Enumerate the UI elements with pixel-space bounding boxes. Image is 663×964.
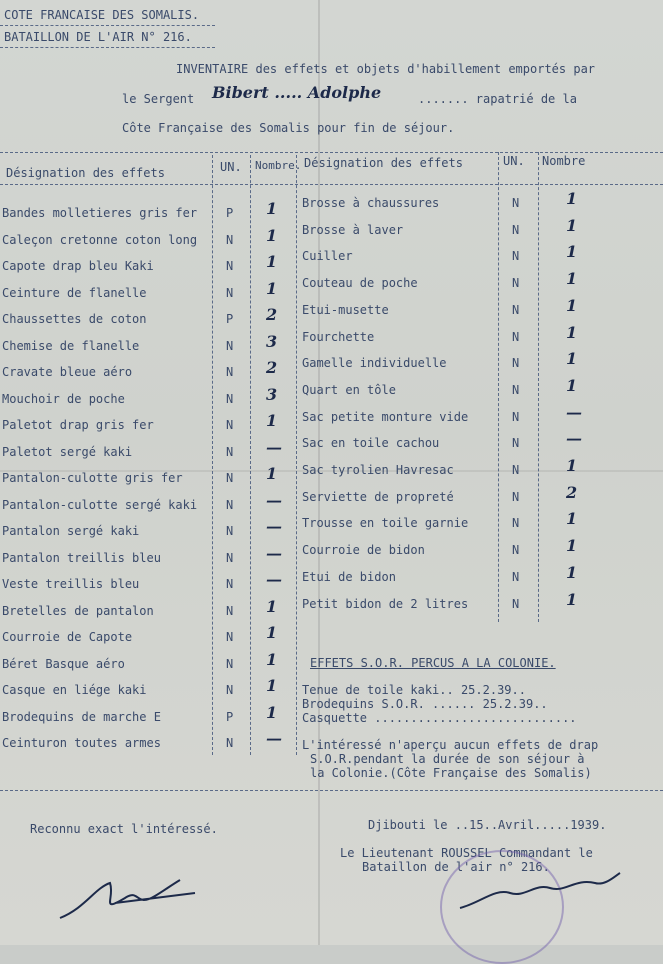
unit-code: N (226, 656, 234, 671)
quantity: — (266, 543, 282, 563)
item-name: Paletot drap gris fer (2, 418, 154, 432)
unit-code: N (512, 409, 520, 424)
unit-code: N (512, 436, 520, 451)
unit-code: N (226, 391, 234, 406)
item-name: Etui-musette (302, 302, 389, 317)
unit-code: N (512, 569, 520, 584)
quantity: 1 (266, 596, 278, 616)
unit-code: N (512, 463, 520, 477)
quantity: 2 (566, 482, 578, 502)
item-name: Gamelle individuelle (302, 356, 447, 371)
quantity: 1 (566, 349, 578, 369)
item-name: Courroie de bidon (302, 543, 425, 558)
quantity: 1 (566, 536, 578, 556)
item-name: Pantalon-culotte sergé kaki (2, 497, 198, 512)
quantity: — (566, 402, 582, 422)
column-separator (250, 155, 251, 755)
quantity: 1 (566, 509, 578, 529)
item-name: Pantalon sergé kaki (2, 524, 140, 538)
header-rule (0, 25, 215, 26)
place-date: Djibouti le ..15..Avril.....1939. (368, 818, 607, 832)
sor-section-title: EFFETS S.O.R. PERCUS A LA COLONIE. (310, 656, 556, 670)
right-col-header-un: UN. (503, 154, 525, 168)
signature-soldier (55, 868, 205, 928)
item-name: Pantalon-culotte gris fer (2, 471, 183, 485)
item-name: Petit bidon de 2 litres (302, 596, 469, 611)
unit-code: P (226, 709, 234, 724)
item-name: Quart en tôle (302, 382, 396, 397)
unit-code: N (226, 683, 234, 697)
item-name: Ceinture de flanelle (2, 285, 147, 300)
item-name: Bretelles de pantalon (2, 603, 154, 618)
unit-code: N (226, 577, 234, 591)
unit-code: N (512, 222, 520, 237)
title-line-3: Côte Française des Somalis pour fin de séjour. (122, 121, 455, 135)
unit-code: N (512, 596, 520, 611)
quantity: 1 (566, 269, 578, 289)
quantity: — (266, 517, 282, 536)
table-top-rule (0, 152, 663, 153)
item-name: Serviette de propreté (302, 489, 454, 504)
quantity: 1 (266, 411, 278, 430)
signature-officer (455, 868, 625, 918)
quantity: 1 (566, 242, 578, 262)
unit-code: N (226, 524, 234, 538)
unit-code: N (226, 232, 234, 247)
unit-code: N (226, 418, 234, 432)
left-col-header-un: UN. (220, 160, 242, 174)
officer-line-1: Le Lieutenant ROUSSEL Commandant le (340, 846, 593, 860)
sor-item: Casquette ............................ (302, 711, 577, 725)
unit-code: N (226, 444, 234, 459)
header-rule (0, 47, 215, 48)
title-line-1: INVENTAIRE des effets et objets d'habillement emportés par (176, 62, 596, 76)
unit-code: N (226, 338, 234, 353)
quantity: 1 (566, 322, 578, 342)
unit-code: N (512, 249, 520, 264)
item-name: Mouchoir de poche (2, 391, 125, 406)
header-battalion: BATAILLON DE L'AIR N° 216. (4, 30, 192, 44)
item-name: Couteau de poche (302, 276, 418, 291)
item-name: Bandes molletieres gris fer (2, 206, 198, 220)
item-name: Béret Basque aéro (2, 656, 125, 671)
soldier-name: Bibert ..... Adolphe (212, 83, 382, 102)
item-name: Chemise de flanelle (2, 338, 140, 353)
quantity: 1 (266, 702, 278, 722)
quantity: 1 (566, 562, 578, 582)
column-separator (498, 152, 499, 622)
item-name: Cravate bleue aéro (2, 365, 133, 379)
unit-code: N (512, 196, 520, 210)
note-line: L'intéressé n'aperçu aucun effets de drap (302, 738, 599, 752)
unit-code: N (512, 489, 520, 504)
item-name: Trousse en toile garnie (302, 516, 469, 531)
quantity: — (566, 429, 582, 449)
quantity: — (266, 490, 282, 510)
acknowledgement: Reconnu exact l'intéressé. (30, 822, 218, 836)
table-header-rule (0, 184, 663, 185)
unit-code: N (512, 356, 520, 371)
header-colony: COTE FRANCAISE DES SOMALIS. (4, 8, 200, 22)
unit-code: P (226, 312, 234, 326)
quantity: 3 (266, 331, 278, 351)
quantity: 1 (566, 215, 578, 235)
unit-code: N (226, 497, 234, 512)
quantity: 1 (266, 649, 278, 669)
unit-code: P (226, 206, 234, 220)
note-line: la Colonie.(Côte Française des Somalis) (310, 766, 592, 780)
column-separator (212, 155, 213, 755)
title-line-2-suffix: ....... rapatrié de la (418, 92, 577, 106)
unit-code: N (226, 285, 234, 300)
item-name: Sac en toile cachou (302, 436, 440, 451)
unit-code: N (226, 736, 234, 750)
unit-code: N (226, 550, 234, 565)
quantity: 3 (266, 384, 278, 404)
unit-code: N (512, 382, 520, 397)
unit-code: N (226, 630, 234, 644)
unit-code: N (226, 471, 234, 485)
item-name: Etui de bidon (302, 569, 396, 584)
quantity: 1 (566, 295, 578, 315)
item-name: Sac tyrolien Havresac (302, 463, 454, 477)
quantity: — (266, 729, 282, 748)
item-name: Paletot sergé kaki (2, 444, 133, 459)
right-col-header-nombre: Nombre (542, 154, 586, 168)
item-name: Casque en liége kaki (2, 683, 147, 697)
item-name: Brosse à chaussures (302, 196, 440, 210)
left-col-header-designation: Désignation des effets (6, 166, 165, 180)
item-name: Brosse à laver (302, 222, 404, 237)
item-name: Fourchette (302, 329, 375, 344)
unit-code: N (512, 302, 520, 317)
quantity: 1 (566, 375, 578, 395)
unit-code: N (226, 259, 234, 273)
quantity: 2 (266, 305, 278, 324)
quantity: 1 (266, 225, 278, 245)
quantity: 1 (266, 464, 278, 483)
unit-code: N (226, 603, 234, 618)
item-name: Capote drap bleu Kaki (2, 259, 154, 273)
quantity: 1 (266, 199, 278, 218)
item-name: Courroie de Capote (2, 630, 133, 644)
item-name: Caleçon cretonne coton long (2, 232, 198, 247)
item-name: Brodequins de marche E (2, 709, 161, 724)
unit-code: N (512, 276, 520, 291)
unit-code: N (512, 516, 520, 531)
column-separator (296, 155, 297, 755)
left-col-header-nombre: Nombre. (255, 159, 302, 172)
quantity: 1 (266, 252, 278, 271)
item-name: Sac petite monture vide (302, 409, 469, 424)
quantity: 1 (266, 623, 278, 642)
column-separator (538, 152, 539, 622)
quantity: — (266, 570, 282, 589)
quantity: — (266, 437, 282, 457)
table-bottom-rule (0, 790, 663, 791)
right-col-header-designation: Désignation des effets (304, 156, 463, 170)
quantity: 1 (266, 278, 278, 298)
item-name: Pantalon treillis bleu (2, 550, 161, 565)
note-line: S.O.R.pendant la durée de son séjour à (310, 752, 585, 766)
quantity: 2 (266, 358, 278, 377)
unit-code: N (226, 365, 234, 379)
sor-item: Tenue de toile kaki.. 25.2.39.. (302, 683, 526, 697)
item-name: Veste treillis bleu (2, 577, 140, 591)
item-name: Ceinturon toutes armes (2, 736, 161, 750)
officer-line-2: Bataillon de l'air n° 216. (362, 860, 550, 874)
sor-item: Brodequins S.O.R. ...... 25.2.39.. (302, 697, 548, 711)
unit-code: N (512, 543, 520, 558)
item-name: Cuiller (302, 249, 353, 264)
quantity: 1 (566, 456, 578, 475)
title-line-2-prefix: le Sergent (122, 92, 195, 106)
quantity: 1 (566, 589, 578, 609)
quantity: 1 (566, 189, 578, 208)
quantity: 1 (266, 676, 278, 695)
unit-code: N (512, 329, 520, 344)
item-name: Chaussettes de coton (2, 312, 147, 326)
